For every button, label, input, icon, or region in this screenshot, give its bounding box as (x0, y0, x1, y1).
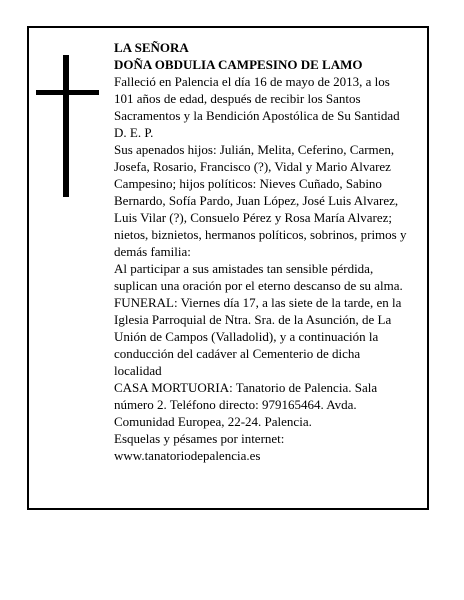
funeral-line: conducción del cadáver al Cementerio de dicha (114, 346, 361, 361)
cross-vertical-bar (63, 55, 69, 197)
request-line: suplican una oración por el eterno descanso de su alma. (114, 278, 403, 293)
notice-text (114, 39, 430, 464)
death-line: Sacramentos y la Bendición Apostólica de Su Santidad (114, 108, 400, 123)
notice-title: LA SEÑORA (114, 40, 189, 55)
funeral-details (114, 294, 430, 379)
family-line: Campesino; hijos políticos: Nieves Cuñado, Sabino (114, 176, 382, 191)
prayer-request (114, 260, 430, 294)
family-line: Josefa, Rosario, Francisco (?), Vidal y Mario Alvarez (114, 159, 391, 174)
mortuary-details (114, 379, 430, 430)
death-line: 101 años de edad, después de recibir los Santos (114, 91, 361, 106)
family-line: Sus apenados hijos: Julián, Melita, Ceferino, Carmen, (114, 142, 395, 157)
funeral-line: Iglesia Parroquial de Ntra. Sra. de la Asunción, de La (114, 312, 392, 327)
condolence-website: www.tanatoriodepalencia.es (114, 448, 261, 463)
death-line: D. E. P. (114, 125, 154, 140)
family-line: Bernardo, Sofía Pardo, Juan López, José Luis Alvarez, (114, 193, 399, 208)
mortuary-line: número 2. Teléfono directo: 979165464. Avda. (114, 397, 357, 412)
deceased-name: DOÑA OBDULIA CAMPESINO DE LAMO (114, 57, 363, 72)
death-line: Falleció en Palencia el día 16 de mayo de 2013, a los (114, 74, 390, 89)
funeral-line: Unión de Campos (Valladolid), y a continuación la (114, 329, 379, 344)
request-line: Al participar a sus amistades tan sensible pérdida, (114, 261, 374, 276)
funeral-line: FUNERAL: Viernes día 17, a las siete de la tarde, en la (114, 295, 402, 310)
online-condolences (114, 430, 430, 464)
family-list (114, 141, 430, 260)
family-line: nietos, biznietos, hermanos políticos, sobrinos, primos y (114, 227, 407, 242)
mortuary-line: CASA MORTUORIA: Tanatorio de Palencia. Sala (114, 380, 378, 395)
mortuary-line: Comunidad Europea, 22-24. Palencia. (114, 414, 312, 429)
condolence-line: Esquelas y pésames por internet: (114, 431, 285, 446)
death-announcement (114, 73, 430, 141)
funeral-line: localidad (114, 363, 162, 378)
cross-horizontal-bar (36, 90, 99, 95)
family-line: Luis Vilar (?), Consuelo Pérez y Rosa María Alvarez; (114, 210, 393, 225)
family-line: demás familia: (114, 244, 191, 259)
